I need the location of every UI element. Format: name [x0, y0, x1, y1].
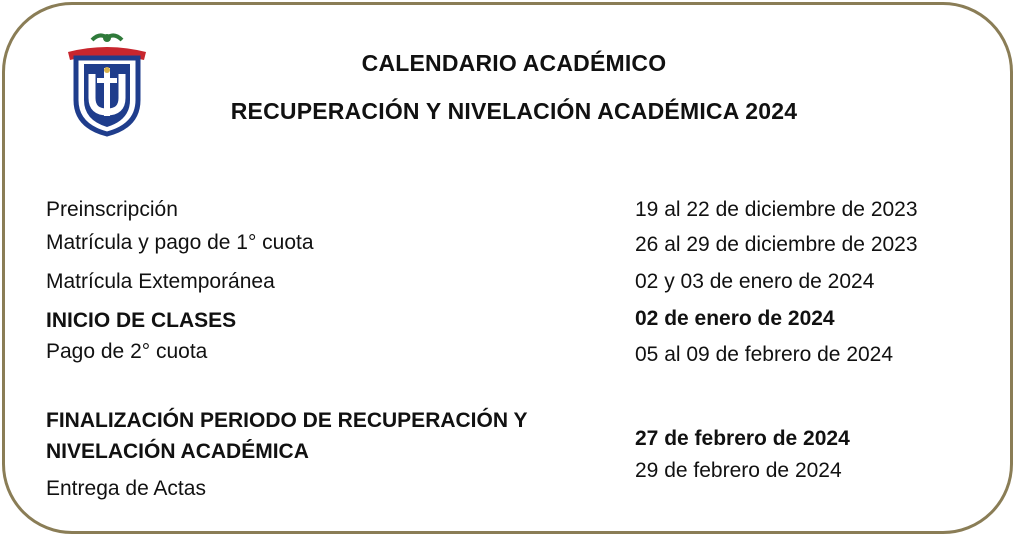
event-date: 27 de febrero de 2024 — [635, 427, 850, 450]
event-date: 02 y 03 de enero de 2024 — [635, 270, 875, 293]
event-label: Matrícula y pago de 1° cuota — [46, 231, 314, 254]
event-label: INICIO DE CLASES — [46, 309, 237, 332]
event-label: Preinscripción — [46, 198, 178, 221]
event-label: Pago de 2° cuota — [46, 340, 208, 363]
event-date: 05 al 09 de febrero de 2024 — [635, 343, 894, 366]
event-date: 29 de febrero de 2024 — [635, 459, 842, 482]
event-label: Entrega de Actas — [46, 477, 206, 500]
event-label: Matrícula Extemporánea — [46, 270, 275, 293]
event-date: 02 de enero de 2024 — [635, 307, 835, 330]
event-date: 19 al 22 de diciembre de 2023 — [635, 198, 918, 221]
event-label: FINALIZACIÓN PERIODO DE RECUPERACIÓN Y NIVELACIÓN ACADÉMICA — [46, 409, 528, 463]
calendar-title: CALENDARIO ACADÉMICO — [361, 50, 667, 76]
event-date: 26 al 29 de diciembre de 2023 — [635, 233, 918, 256]
calendar-subtitle: RECUPERACIÓN Y NIVELACIÓN ACADÉMICA 2024 — [230, 98, 798, 124]
